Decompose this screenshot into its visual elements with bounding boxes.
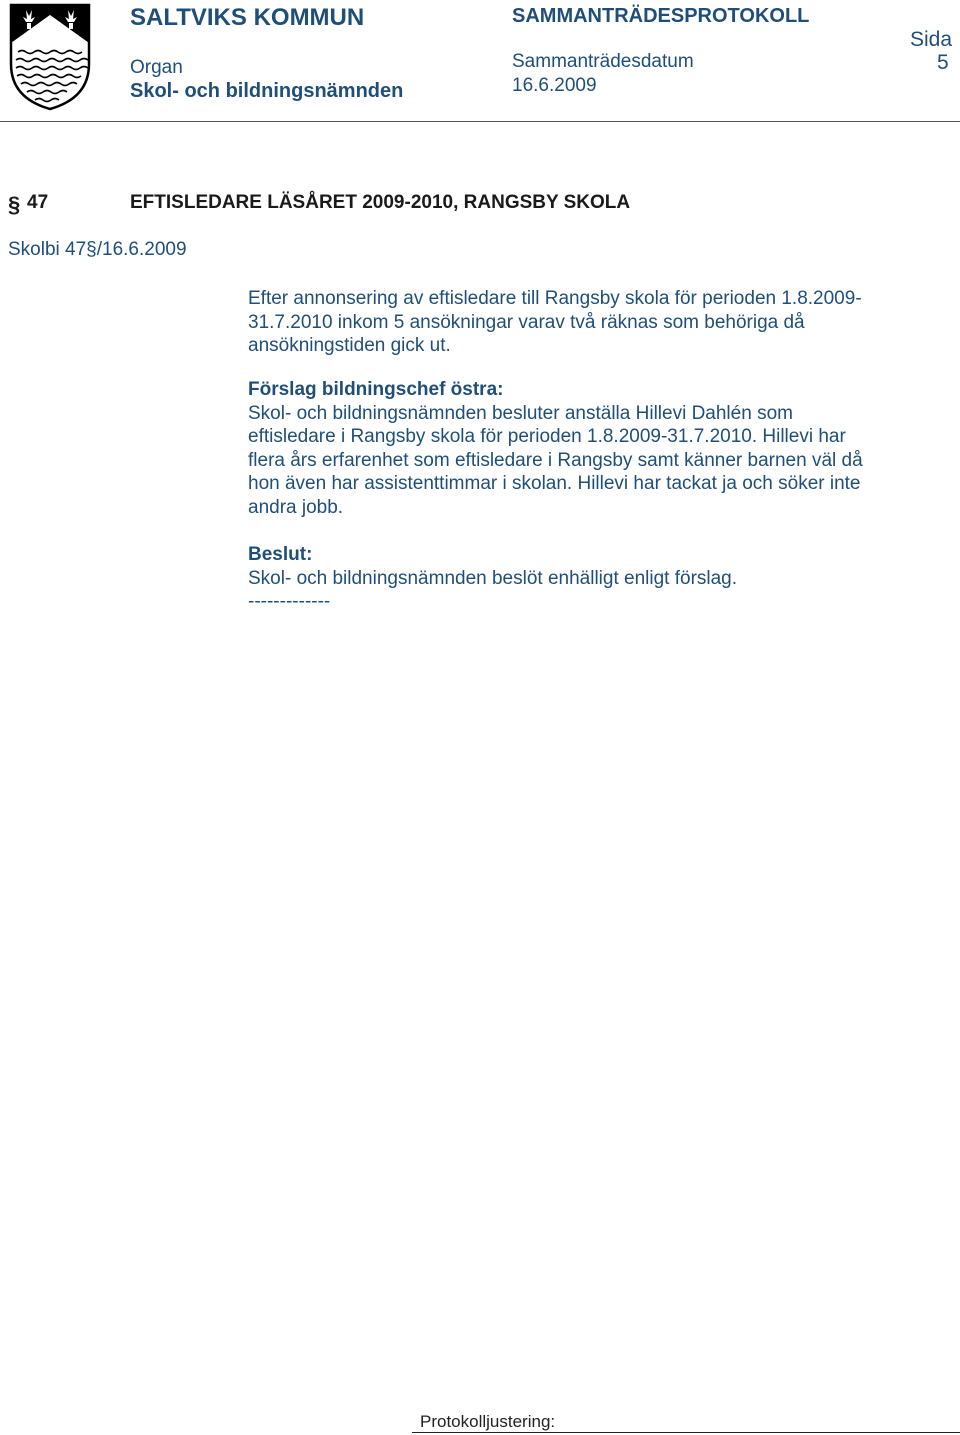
page-number: 5 — [937, 51, 949, 74]
organ-label: Organ — [130, 57, 183, 78]
section-number: 47 — [27, 192, 49, 213]
meeting-date-label: Sammanträdesdatum — [512, 51, 694, 72]
decision-paragraph — [248, 543, 948, 614]
proposal-line: flera års erfarenhet som eftisledare i Rangsby samt känner barnen väl då — [248, 449, 863, 471]
intro-paragraph — [248, 287, 948, 358]
municipality-name: SALTVIKS KOMMUN — [130, 4, 365, 31]
organ-value: Skol- och bildningsnämnden — [130, 80, 404, 102]
intro-line: ansökningstiden gick ut. — [248, 335, 451, 356]
protocol-check-line — [412, 1432, 960, 1433]
proposal-line: Skol- och bildningsnämnden besluter anställa Hillevi Dahlén som — [248, 402, 793, 424]
protocol-check-label: Protokolljustering: — [420, 1412, 556, 1431]
separator-dashes: ------------- — [248, 591, 331, 612]
proposal-line: andra jobb. — [248, 496, 344, 518]
header-divider — [0, 121, 960, 122]
coat-of-arms-logo — [8, 2, 92, 112]
intro-line: Efter annonsering av eftisledare till Rangsby skola för perioden 1.8.2009- — [248, 288, 862, 309]
section-sign: § — [8, 192, 21, 217]
document-title: SAMMANTRÄDESPROTOKOLL — [512, 5, 810, 27]
proposal-line: hon även har assistenttimmar i skolan. Hillevi har tackat ja och söker inte — [248, 473, 861, 494]
meeting-date: 16.6.2009 — [512, 75, 597, 96]
section-title: EFTISLEDARE LÄSÅRET 2009-2010, RANGSBY SKOLA — [130, 192, 631, 213]
decision-heading: Beslut: — [248, 544, 313, 565]
proposal-paragraph — [248, 378, 948, 519]
decision-text: Skol- och bildningsnämnden beslöt enhälligt enligt förslag. — [248, 567, 738, 589]
page-label: Sida — [910, 28, 953, 51]
proposal-heading: Förslag bildningschef östra: — [248, 379, 504, 400]
section-reference: Skolbi 47§/16.6.2009 — [8, 239, 187, 260]
proposal-line: eftisledare i Rangsby skola för perioden 1.8.2009-31.7.2010. Hillevi har — [248, 426, 846, 447]
intro-line: 31.7.2010 inkom 5 ansökningar varav två räknas som behöriga då — [248, 311, 805, 333]
